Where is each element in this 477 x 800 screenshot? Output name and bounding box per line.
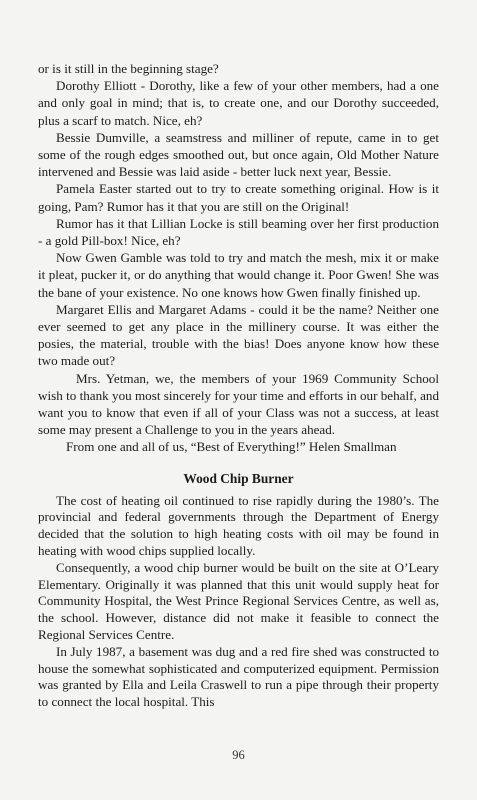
paragraph-pamela-easter: Pamela Easter started out to try to create something original. How is it going, Pam? Rumor has it that you are still on the Original!	[38, 181, 439, 214]
paragraph-margaret-ellis-adams: Margaret Ellis and Margaret Adams - could it be the name? Neither one ever seemed to get any place in the millinery course. It was either the posies, the material, trouble with the bias! Does anyone know how these two made out?	[38, 301, 439, 369]
paragraph-july-1987: In July 1987, a basement was dug and a red fire shed was constructed to house the somewhat sophisticated and computerized equipment. Permission was granted by Ella and Leila Craswell to run a pipe through their property to connect the local hospital. This	[38, 643, 439, 710]
page-number: 96	[232, 748, 245, 762]
paragraph-signoff: From one and all of us, “Best of Everything!” Helen Smallman	[66, 439, 397, 455]
page-body	[38, 60, 439, 711]
paragraph-gwen-gamble: Now Gwen Gamble was told to try and match the mesh, mix it or make it pleat, pucker it, or do anything that would change it. Poor Gwen! She was the bane of your existence. No one knows how Gwen finally finished up.	[38, 250, 439, 300]
paragraph-bessie-dumville: Bessie Dumville, a seamstress and milliner of repute, came in to get some of the rough edges smoothed out, but once again, Old Mother Nature intervened and Bessie was laid aside - better luck next year, Bessie.	[38, 129, 439, 180]
paragraph-dorothy-elliott: Dorothy Elliott - Dorothy, like a few of your other members, had a one and only goal in mind; that is, to create one, and our Dorothy succeeded, plus a scarf to match. Nice, eh?	[38, 78, 439, 128]
paragraph-lillian-locke: Rumor has it that Lillian Locke is still beaming over her first production - a gold Pill-box! Nice, eh?	[38, 215, 439, 249]
paragraph-continuation: or is it still in the beginning stage?	[38, 61, 219, 76]
paragraph-wood-chip-site: Consequently, a wood chip burner would be built on the site at O’Leary Elementary. Originally it was planned that this unit would supply heat for Community Hospital, the West Prince Regional Services Centre, as well as, the school. However, distance did not make it feasible to connect the Regional Services Centre.	[38, 559, 439, 643]
section-heading: Wood Chip Burner	[183, 470, 294, 486]
paragraph-thanks-mrs-yetman: Mrs. Yetman, we, the members of your 1969 Community School wish to thank you most sincerely for your time and efforts in our behalf, and want you to know that even if all of your Class was not a success, at least some may present a Challenge to you in the years ahead.	[38, 370, 439, 438]
paragraph-heating-oil: The cost of heating oil continued to rise rapidly during the 1980’s. The provincial and federal governments through the Department of Energy decided that the solution to high heating costs with oil may be found in heating with wood chips supplied locally.	[38, 492, 439, 559]
